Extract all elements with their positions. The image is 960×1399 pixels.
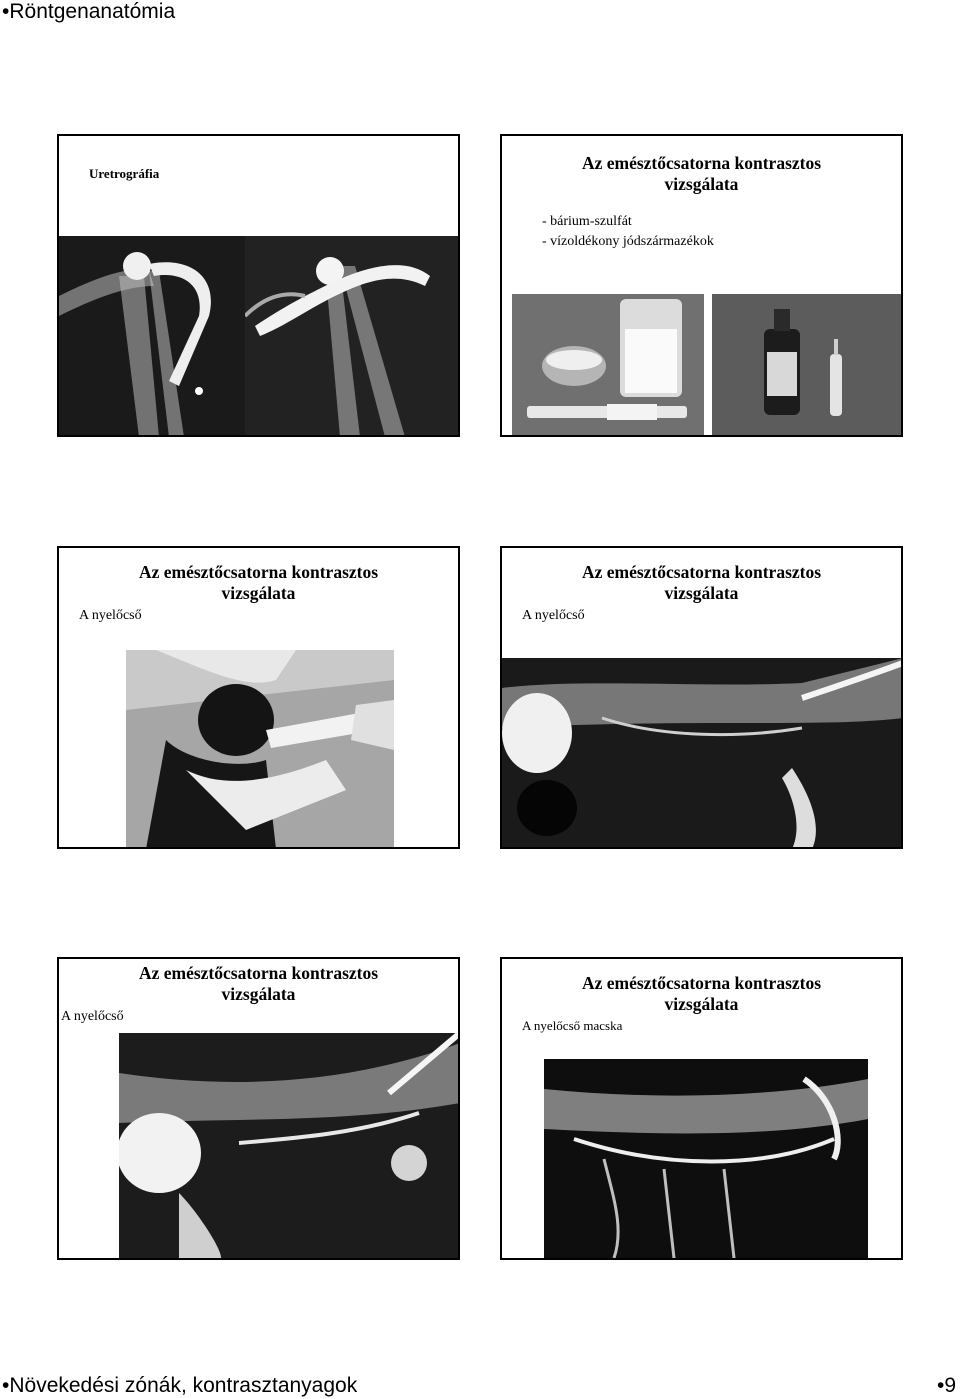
slide-esophagus-dog-photo — [57, 546, 460, 849]
slide-esophagus-cat-xray — [500, 957, 903, 1260]
slide-subtitle: A nyelőcső — [522, 608, 585, 623]
bullet-list — [542, 212, 714, 252]
page-header: •Röntgenanatómia — [2, 0, 176, 23]
slide-esophagus-xray-1 — [500, 546, 903, 849]
slide-title: Uretrográfia — [89, 166, 160, 181]
bullet-item: - bárium-szulfát — [542, 214, 632, 229]
xray-image-esophagus-cat — [544, 1059, 868, 1258]
photo-iodine-contrast — [712, 294, 902, 435]
page-number: •9 — [936, 1374, 956, 1397]
slide-title: Az emésztőcsatorna kontrasztos vizsgálata — [581, 562, 822, 603]
slide-title: Az emésztőcsatorna kontrasztos vizsgálata — [138, 562, 379, 603]
photo-dog-contrast-administration — [126, 650, 394, 849]
slide-title: Az emésztőcsatorna kontrasztos vizsgálata — [581, 153, 822, 194]
slide-subtitle: A nyelőcső macska — [522, 1018, 623, 1033]
slide-subtitle: A nyelőcső — [79, 608, 142, 623]
bullet-item: - vízoldékony jódszármazékok — [542, 234, 714, 249]
xray-image-urethra-1 — [59, 236, 245, 437]
slide-subtitle: A nyelőcső — [61, 1009, 124, 1024]
slide-esophagus-xray-2 — [57, 957, 460, 1260]
xray-image-esophagus-dog — [502, 658, 903, 849]
slide-uretrografia — [57, 134, 460, 437]
photo-barium-sulfate — [512, 294, 704, 435]
slide-title: Az emésztőcsatorna kontrasztos vizsgálata — [581, 973, 822, 1014]
xray-image-esophagus-dog-2 — [119, 1033, 460, 1260]
page-footer: •Növekedési zónák, kontrasztanyagok — [2, 1374, 358, 1397]
slide-title: Az emésztőcsatorna kontrasztos vizsgálata — [138, 963, 379, 1004]
xray-image-urethra-2 — [245, 236, 460, 437]
slide-contrast-agents — [500, 134, 903, 437]
